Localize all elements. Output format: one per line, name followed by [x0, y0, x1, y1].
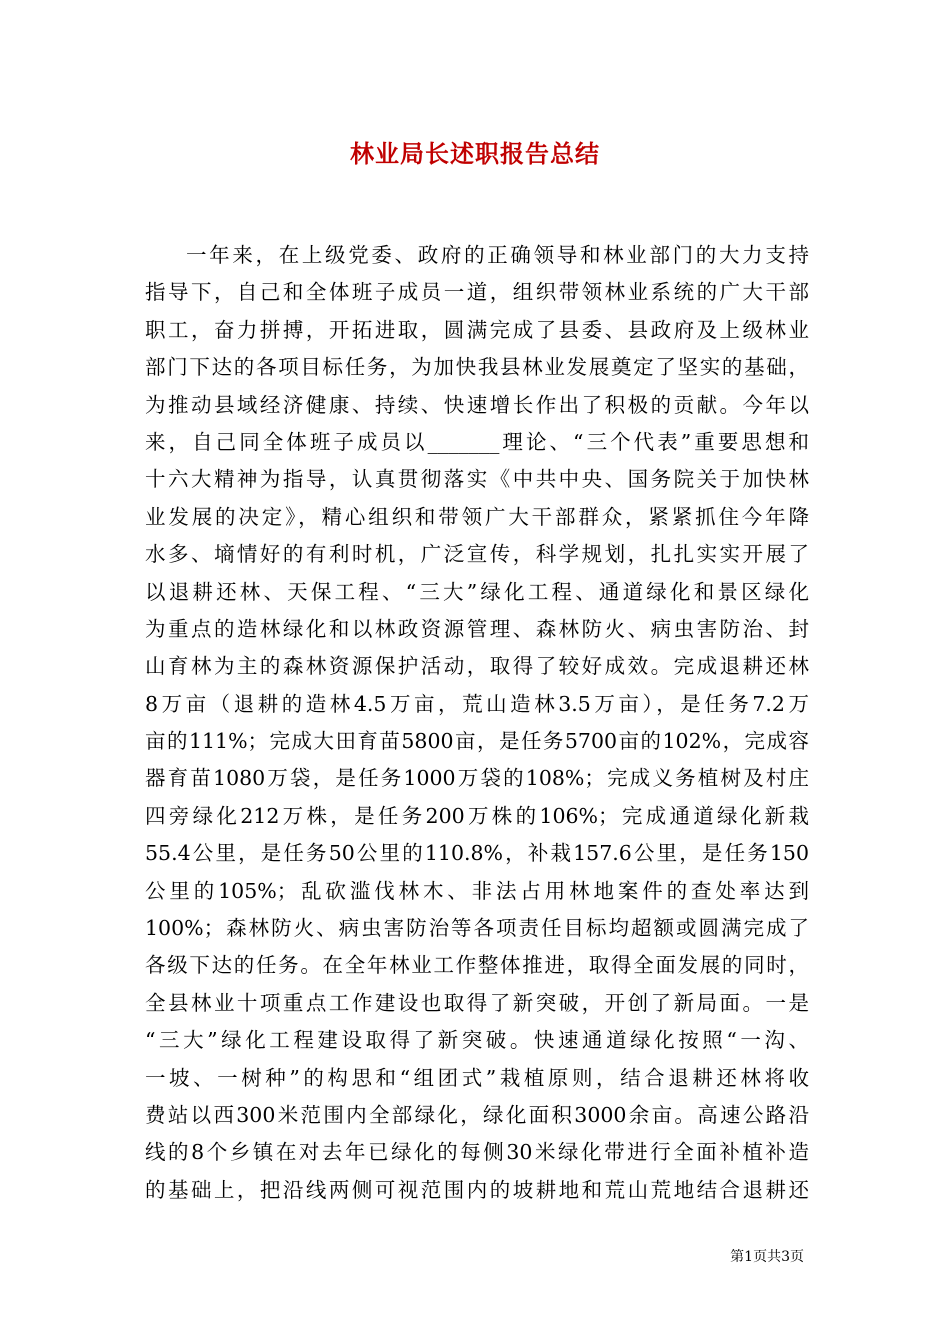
text-line: 部门下达的各项目标任务，为加快我县林业发展奠定了坚实的基础，	[145, 355, 809, 380]
text-line: 为重点的造林绿化和以林政资源管理、森林防火、病虫害防治、封	[145, 616, 809, 641]
text-line: 为推动县域经济健康、持续、快速增长作出了积极的贡献。今年以	[145, 392, 809, 417]
text-line: 各级下达的任务。在全年林业工作整体推进，取得全面发展的同时，	[145, 953, 809, 978]
text-line: 一坡、一树种”的构思和“组团式”栽植原则，结合退耕还林将收	[145, 1065, 809, 1090]
page-number: 第1页共3页	[730, 1249, 804, 1265]
text-line: 8万亩（退耕的造林4.5万亩，荒山造林3.5万亩），是任务7.2万	[145, 691, 809, 716]
text-line: 水多、墒情好的有利时机，广泛宣传，科学规划，扎扎实实开展了	[145, 542, 809, 567]
text-line: 100%；森林防火、病虫害防治等各项责任目标均超额或圆满完成了	[145, 916, 809, 941]
text-line: 职工，奋力拼搏，开拓进取，圆满完成了县委、县政府及上级林业	[145, 317, 809, 342]
text-line: 亩的111%；完成大田育苗5800亩，是任务5700亩的102%，完成容	[145, 729, 809, 754]
text-line: 器育苗1080万袋，是任务1000万袋的108%；完成义务植树及村庄	[145, 766, 809, 791]
text-line: 一年来，在上级党委、政府的正确领导和林业部门的大力支持	[186, 243, 809, 267]
text-line: 线的8个乡镇在对去年已绿化的每侧30米绿化带进行全面补植补造	[145, 1140, 809, 1165]
text-line: 业发展的决定》，精心组织和带领广大干部群众，紧紧抓住今年降	[145, 504, 809, 529]
text-line: 山育林为主的森林资源保护活动，取得了较好成效。完成退耕还林	[145, 654, 809, 679]
text-line: 的基础上，把沿线两侧可视范围内的坡耕地和荒山荒地结合退耕还	[145, 1177, 809, 1202]
text-line: 四旁绿化212万株，是任务200万株的106%；完成通道绿化新栽	[145, 803, 809, 828]
body-paragraph	[145, 237, 809, 1209]
document-title: 林业局长述职报告总结	[350, 139, 600, 168]
text-line: 费站以西300米范围内全部绿化，绿化面积3000余亩。高速公路沿	[145, 1102, 809, 1127]
text-line: 以退耕还林、天保工程、“三大”绿化工程、通道绿化和景区绿化	[145, 579, 809, 604]
text-line: “三大”绿化工程建设取得了新突破。快速通道绿化按照“一沟、	[145, 1028, 809, 1053]
text-line: 指导下，自己和全体班子成员一道，组织带领林业系统的广大干部	[145, 280, 809, 305]
text-line: 十六大精神为指导，认真贯彻落实《中共中央、国务院关于加快林	[145, 467, 809, 492]
text-line: 55.4公里，是任务50公里的110.8%，补栽157.6公里，是任务150	[145, 841, 809, 866]
text-line: 公里的105%；乱砍滥伐林木、非法占用林地案件的查处率达到	[145, 878, 809, 903]
text-line: 来，自己同全体班子成员以_______理论、“三个代表”重要思想和	[145, 429, 809, 454]
text-line: 全县林业十项重点工作建设也取得了新突破，开创了新局面。一是	[145, 990, 809, 1015]
